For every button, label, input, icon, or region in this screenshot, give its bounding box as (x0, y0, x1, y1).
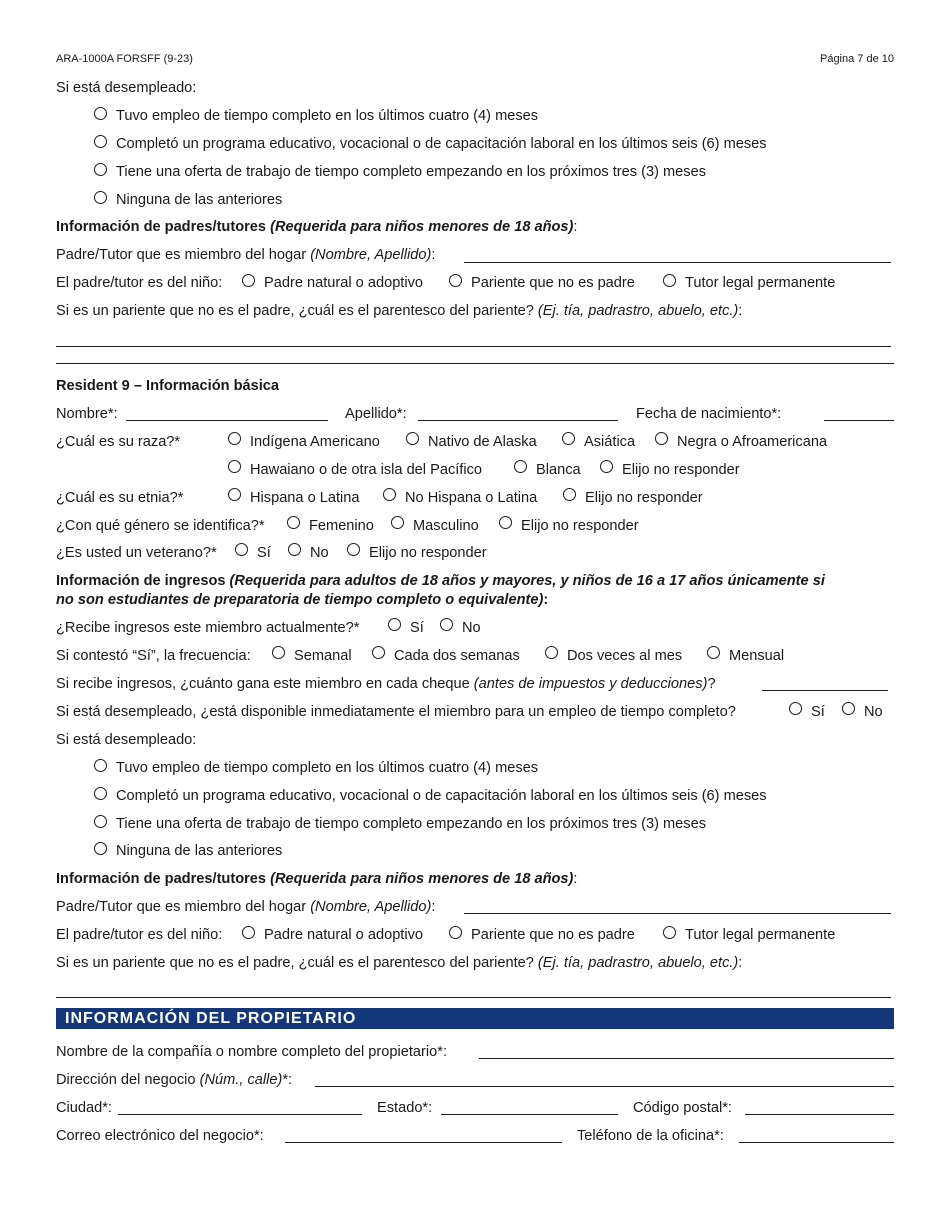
unemployed-option-label: Completó un programa educativo, vocacional o de capacitación laboral en los últimos seis (6) meses (116, 788, 767, 804)
dob-label: Fecha de nacimiento*: (636, 406, 782, 422)
veteran-option-label: Elijo no responder (369, 545, 487, 561)
ethnicity-label: ¿Cuál es su etnia?* (56, 490, 184, 506)
ethnicity-option-label: No Hispana o Latina (405, 490, 538, 506)
frequency-radio[interactable] (707, 646, 720, 659)
frequency-label: Si contestó “Sí”, la frecuencia: (56, 648, 251, 664)
unemployed-option-label: Tuvo empleo de tiempo completo en los últimos cuatro (4) meses (116, 760, 539, 776)
kinship-text: Si es un pariente que no es el padre, ¿cuál es el parentesco del pariente? (56, 955, 534, 971)
unemployed-option-radio[interactable] (94, 759, 107, 772)
ethnicity-option-label: Hispana o Latina (250, 490, 360, 506)
veteran-option-label: Sí (257, 545, 271, 561)
office-phone-label: Teléfono de la oficina*: (577, 1128, 724, 1144)
income-note-line1: (Requerida para adultos de 18 años y mayores, y niños de 16 a 17 años únicamente si (229, 573, 825, 589)
unemployed-option-radio[interactable] (94, 135, 107, 148)
gender-radio[interactable] (391, 516, 404, 529)
guardian-member-note: (Nombre, Apellido) (310, 247, 432, 263)
unemployed-label: Si está desempleado: (56, 732, 197, 748)
guardian-heading (56, 871, 577, 888)
amount-text: Si recibe ingresos, ¿cuánto gana este miembro en cada cheque (56, 676, 470, 692)
state-label: Estado*: (377, 1100, 433, 1116)
guardian-relation-label: El padre/tutor es del niño: (56, 927, 223, 943)
business-address-label (56, 1072, 292, 1089)
guardian-title: Información de padres/tutores (56, 871, 267, 887)
veteran-label: ¿Es usted un veterano?* (56, 545, 217, 561)
city-label: Ciudad*: (56, 1100, 112, 1116)
income-note-line2: no son estudiantes de preparatoria de tiempo completo o equivalente) (56, 592, 544, 608)
receives-income-label: ¿Recibe ingresos este miembro actualmente?* (56, 620, 360, 636)
income-heading-cont (56, 592, 548, 609)
amount-note: (antes de impuestos y deducciones) (473, 676, 708, 692)
race-option-label: Asiática (584, 434, 636, 450)
unemployed-option-radio[interactable] (94, 107, 107, 120)
guardian-heading (56, 219, 577, 236)
guardian-member-field[interactable] (464, 262, 891, 263)
guardian-member-text: Padre/Tutor que es miembro del hogar (56, 247, 307, 263)
frequency-option-label: Semanal (294, 648, 352, 664)
relation-option-label: Padre natural o adoptivo (264, 275, 424, 291)
page-number: Página 7 de 10 (819, 53, 894, 65)
guardian-member-label: Padre/Tutor que es miembro del hogar (Nombre, Apellido): (56, 899, 436, 915)
address-text: Dirección del negocio (56, 1072, 196, 1088)
kinship-field[interactable] (56, 997, 891, 998)
gender-label: ¿Con qué género se identifica?* (56, 518, 265, 534)
company-field[interactable] (479, 1058, 894, 1059)
receives-income-option-label: Sí (410, 620, 424, 636)
race-option-label: Blanca (536, 462, 581, 478)
available-label: Si está desempleado, ¿está disponible inmediatamente el miembro para un empleo de tiempo completo? (56, 704, 736, 720)
business-email-field[interactable] (285, 1142, 562, 1143)
office-phone-field[interactable] (739, 1142, 894, 1143)
receives-income-option-label: No (462, 620, 481, 636)
kinship-question: Si es un pariente que no es el padre, ¿cuál es el parentesco del pariente? (Ej. tía, padrastro, abuelo, etc.): (56, 955, 743, 971)
unemployed-option-label: Tiene una oferta de trabajo de tiempo completo empezando en los próximos tres (3) meses (116, 816, 707, 832)
gender-radio[interactable] (499, 516, 512, 529)
form-id: ARA-1000A FORSFF (9-23) (56, 53, 193, 65)
frequency-radio[interactable] (372, 646, 385, 659)
frequency-option-label: Dos veces al mes (567, 648, 683, 664)
relation-option-label: Tutor legal permanente (685, 927, 836, 943)
race-option-label: Nativo de Alaska (428, 434, 537, 450)
resident-title: Resident 9 – Información básica (56, 378, 280, 394)
kinship-field[interactable] (56, 346, 891, 347)
zip-field[interactable] (745, 1114, 894, 1115)
race-option-label: Indígena Americano (250, 434, 380, 450)
address-note: (Núm., calle) (199, 1072, 283, 1088)
guardian-member-label: Padre/Tutor que es miembro del hogar (Nombre, Apellido): (56, 247, 436, 263)
ethnicity-radio[interactable] (563, 488, 576, 501)
guardian-title-note: (Requerida para niños menores de 18 años) (270, 219, 574, 235)
unemployed-option-label: Ninguna de las anteriores (116, 192, 283, 208)
available-option-label: Sí (811, 704, 825, 720)
available-radio[interactable] (842, 702, 855, 715)
race-radio[interactable] (228, 432, 241, 445)
relation-option-label: Tutor legal permanente (685, 275, 836, 291)
frequency-radio[interactable] (272, 646, 285, 659)
relation-radio[interactable] (449, 274, 462, 287)
amount-end: ? (707, 676, 716, 692)
frequency-option-label: Mensual (729, 648, 785, 664)
relation-radio[interactable] (242, 926, 255, 939)
unemployed-option-radio[interactable] (94, 163, 107, 176)
race-radio[interactable] (514, 460, 527, 473)
amount-field[interactable] (762, 690, 888, 691)
state-field[interactable] (441, 1114, 618, 1115)
gender-radio[interactable] (287, 516, 300, 529)
relation-radio[interactable] (449, 926, 462, 939)
guardian-member-field[interactable] (464, 913, 891, 914)
race-radio[interactable] (228, 460, 241, 473)
race-option-label: Elijo no responder (622, 462, 740, 478)
business-email-label: Correo electrónico del negocio*: (56, 1128, 264, 1144)
unemployed-option-radio[interactable] (94, 842, 107, 855)
race-option-label: Hawaiano o de otra isla del Pacífico (250, 462, 483, 478)
guardian-title-note: (Requerida para niños menores de 18 años) (270, 871, 574, 887)
receives-income-radio[interactable] (388, 618, 401, 631)
unemployed-option-label: Tuvo empleo de tiempo completo en los últimos cuatro (4) meses (116, 108, 539, 124)
unemployed-option-radio[interactable] (94, 815, 107, 828)
section-divider (56, 363, 894, 364)
receives-income-radio[interactable] (440, 618, 453, 631)
owner-section-banner: INFORMACIÓN DEL PROPIETARIO (56, 1008, 894, 1029)
ethnicity-option-label: Elijo no responder (585, 490, 703, 506)
race-radio[interactable] (406, 432, 419, 445)
ethnicity-radio[interactable] (228, 488, 241, 501)
relation-radio[interactable] (663, 274, 676, 287)
city-field[interactable] (118, 1114, 362, 1115)
relation-option-label: Padre natural o adoptivo (264, 927, 424, 943)
amount-question (56, 676, 716, 693)
kinship-text: Si es un pariente que no es el padre, ¿cuál es el parentesco del pariente? (56, 303, 534, 319)
kinship-note: (Ej. tía, padrastro, abuelo, etc.) (537, 955, 739, 971)
race-label: ¿Cuál es su raza?* (56, 434, 181, 450)
income-heading (56, 573, 825, 590)
relation-radio[interactable] (663, 926, 676, 939)
dob-field[interactable] (824, 420, 894, 421)
race-radio[interactable] (655, 432, 668, 445)
first-name-field[interactable] (126, 420, 328, 421)
guardian-title-colon: : (573, 219, 578, 235)
veteran-radio[interactable] (235, 543, 248, 556)
guardian-title-colon: : (573, 871, 578, 887)
gender-option-label: Masculino (413, 518, 479, 534)
veteran-radio[interactable] (288, 543, 301, 556)
last-name-label: Apellido*: (345, 406, 407, 422)
race-option-label: Negra o Afroamericana (677, 434, 828, 450)
income-colon: : (543, 592, 549, 608)
unemployed-label: Si está desempleado: (56, 80, 197, 96)
veteran-radio[interactable] (347, 543, 360, 556)
race-radio[interactable] (562, 432, 575, 445)
relation-radio[interactable] (242, 274, 255, 287)
frequency-radio[interactable] (545, 646, 558, 659)
unemployed-option-label: Tiene una oferta de trabajo de tiempo completo empezando en los próximos tres (3) meses (116, 164, 707, 180)
frequency-option-label: Cada dos semanas (394, 648, 520, 664)
gender-option-label: Femenino (309, 518, 374, 534)
company-label: Nombre de la compañía o nombre completo del propietario*: (56, 1044, 448, 1060)
guardian-title: Información de padres/tutores (56, 219, 267, 235)
available-option-label: No (864, 704, 883, 720)
address-end: *: (282, 1072, 293, 1088)
ethnicity-radio[interactable] (383, 488, 396, 501)
first-name-label: Nombre*: (56, 406, 118, 422)
guardian-relation-label: El padre/tutor es del niño: (56, 275, 223, 291)
guardian-member-note: (Nombre, Apellido) (310, 899, 432, 915)
unemployed-option-label: Ninguna de las anteriores (116, 843, 283, 859)
available-radio[interactable] (789, 702, 802, 715)
kinship-question: Si es un pariente que no es el padre, ¿cuál es el parentesco del pariente? (Ej. tía, padrastro, abuelo, etc.): (56, 303, 743, 319)
gender-option-label: Elijo no responder (521, 518, 639, 534)
unemployed-option-radio[interactable] (94, 787, 107, 800)
unemployed-option-label: Completó un programa educativo, vocacional o de capacitación laboral en los últimos seis (6) meses (116, 136, 767, 152)
zip-label: Código postal*: (633, 1100, 732, 1116)
guardian-member-text: Padre/Tutor que es miembro del hogar (56, 899, 307, 915)
race-radio[interactable] (600, 460, 613, 473)
business-address-field[interactable] (315, 1086, 894, 1087)
last-name-field[interactable] (418, 420, 618, 421)
kinship-note: (Ej. tía, padrastro, abuelo, etc.) (537, 303, 739, 319)
income-title: Información de ingresos (56, 573, 226, 589)
veteran-option-label: No (310, 545, 329, 561)
relation-option-label: Pariente que no es padre (471, 927, 635, 943)
unemployed-option-radio[interactable] (94, 191, 107, 204)
relation-option-label: Pariente que no es padre (471, 275, 635, 291)
